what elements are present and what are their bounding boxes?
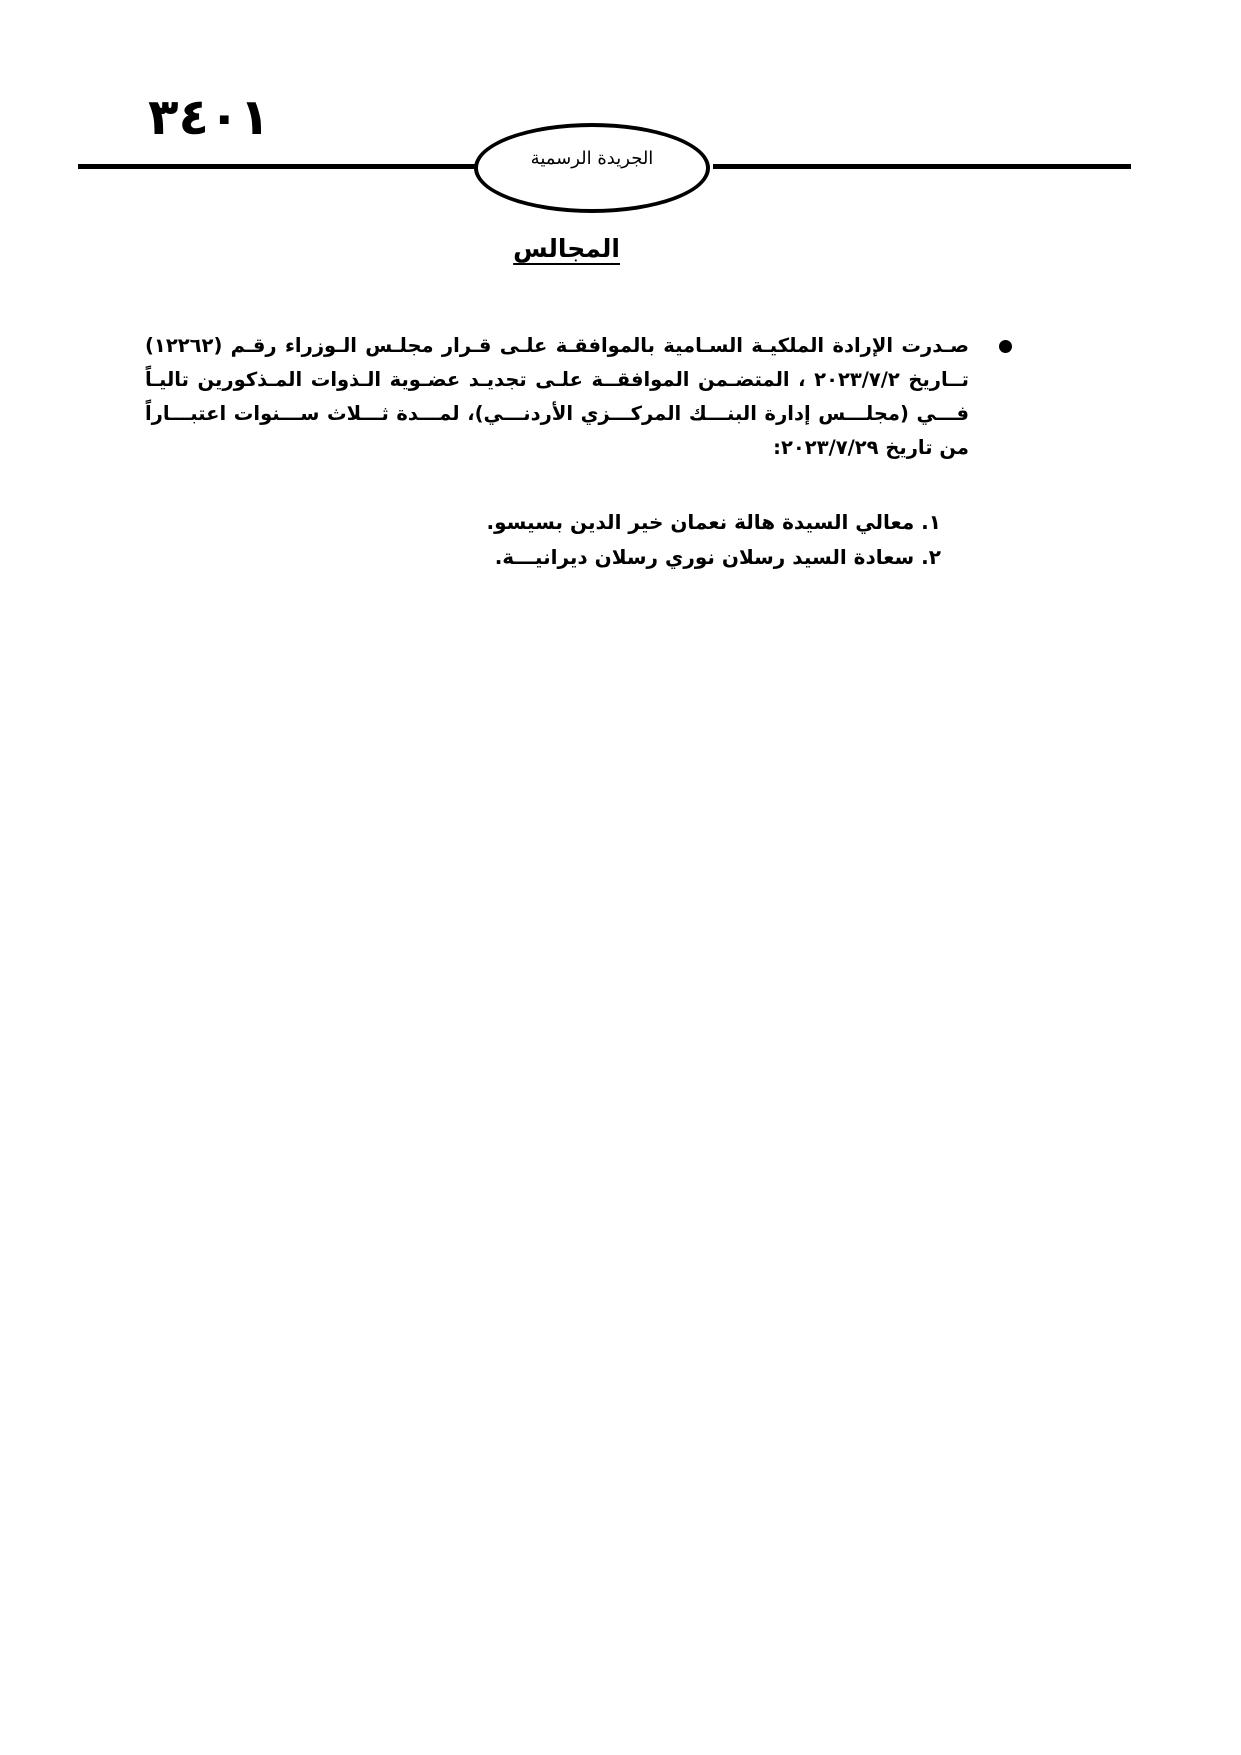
member-list-item-1: ١. معالي السيدة هالة نعمان خير الدين بسيسو.: [486, 510, 941, 534]
header-rule-left: [78, 164, 478, 169]
header-rule-right: [713, 164, 1131, 169]
page-number: ٣٤٠١: [148, 88, 271, 146]
decree-line-1: صـدرت الإرادة الملكيـة السـامية بالموافقـة علـى قـرار مجلـس الـوزراء رقـم (١٢٢٦٢): [145, 334, 969, 357]
section-title: المجالس: [513, 234, 620, 263]
decree-line-3: فـــي (مجلـــس إدارة البنـــك المركـــزي الأردنـــي)، لمـــدة ثـــلاث ســـنوات اعتبـــاراً: [145, 402, 969, 425]
bullet-icon: [999, 340, 1012, 353]
decree-line-4: من تاريخ ٢٠٢٣/٧/٢٩:: [773, 436, 969, 459]
decree-line-2: تــاريخ ٢٠٢٣/٧/٢ ، المتضـمن الموافقــة علـى تجديـد عضـوية الـذوات المـذكورين تاليـاً: [145, 368, 969, 391]
publication-title: الجريدة الرسمية: [530, 148, 654, 169]
member-list-item-2: ٢. سعادة السيد رسلان نوري رسلان ديرانيـــة.: [494, 545, 941, 569]
